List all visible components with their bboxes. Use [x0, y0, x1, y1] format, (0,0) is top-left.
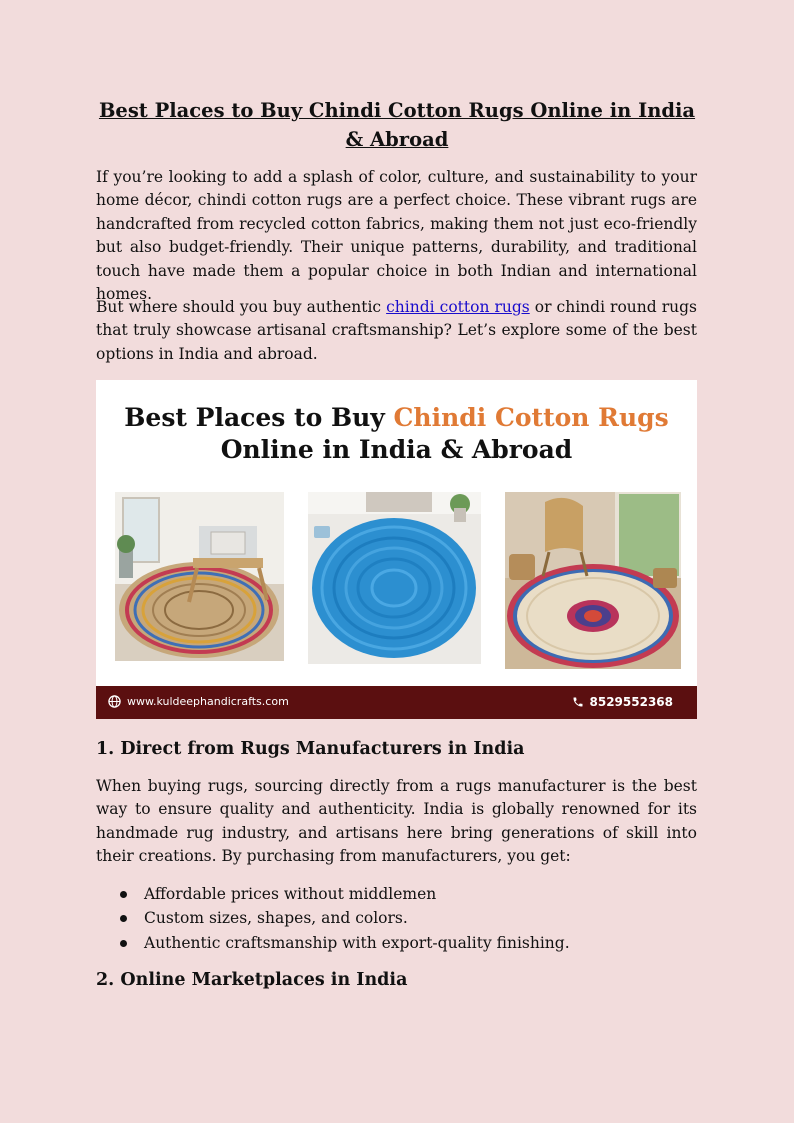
bullet-icon [120, 915, 127, 922]
section1-heading: 1. Direct from Rugs Manufacturers in India [96, 739, 525, 759]
para2-text-after: or chindi round rugs that truly showcase artisanal craftsmanship? Let’s explore some of the best options in India and abroad. [96, 298, 697, 363]
list-item-text: Custom sizes, shapes, and colors. [144, 909, 408, 928]
rug-photo-blue-oval [308, 492, 481, 664]
rug-photo-round-jute [115, 492, 284, 661]
list-item [96, 882, 697, 906]
globe-icon [108, 695, 121, 708]
section2-heading: 2. Online Marketplaces in India [96, 970, 408, 990]
list-item [96, 906, 697, 930]
banner-title-plain: Best Places to Buy [124, 403, 394, 432]
website-text: www.kuldeephandicrafts.com [127, 695, 289, 708]
list-item-text: Affordable prices without middlemen [144, 885, 437, 903]
bullet-icon [120, 940, 127, 947]
banner-footer [96, 686, 697, 719]
banner-phone [572, 695, 674, 709]
intro-paragraph: If you’re looking to add a splash of color, culture, and sustainability to your home décor, chindi cotton rugs are a perfect choice. These vibrant rugs are handcrafted from recycled cotton fabrics, making them not just eco-friendly but also budget-friendly. Their unique patterns, durability, and traditional touch have made them a popular choice in both Indian and international homes. [96, 168, 697, 304]
banner-website [108, 695, 289, 708]
section1-paragraph: When buying rugs, sourcing directly from a rugs manufacturer is the best way to ensure quality and authenticity. India is globally renowned for its handmade rug industry, and artisans here bring generations of skill into their creations. By purchasing from manufacturers, you get: [96, 777, 697, 866]
phone-icon [572, 696, 584, 708]
banner-image [96, 380, 697, 719]
list-item [96, 931, 697, 955]
page-title: Best Places to Buy Chindi Cotton Rugs Online in India & Abroad [98, 99, 696, 151]
second-paragraph [96, 296, 697, 366]
banner-title [96, 402, 697, 466]
phone-text: 8529552368 [589, 695, 673, 709]
banner-title-line2: Online in India & Abroad [220, 435, 573, 464]
para2-text-before: But where should you buy authentic [96, 298, 387, 316]
list-item-text: Authentic craftsmanship with export-quality finishing. [144, 933, 570, 952]
rug-photo-chindi-round [505, 492, 681, 669]
section1-bullet-list [96, 882, 697, 955]
bullet-icon [120, 891, 127, 898]
banner-title-accent: Chindi Cotton Rugs [393, 403, 669, 432]
chindi-cotton-rugs-link[interactable]: chindi cotton rugs [386, 298, 530, 316]
